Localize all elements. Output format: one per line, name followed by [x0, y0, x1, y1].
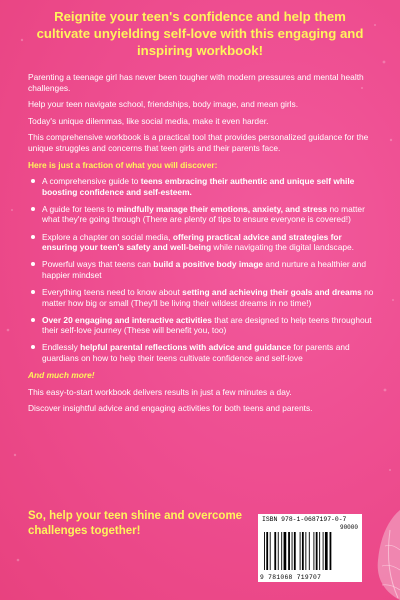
intro-paragraph: This comprehensive workbook is a practical tool that provides personalized guidance for the unique struggles and concerns that teen girls and their parents face. [28, 132, 369, 153]
outro-paragraph: Discover insightful advice and engaging activities for both teens and parents. [28, 403, 313, 414]
isbn-number: ISBN 978-1-0687197-0-7 [262, 516, 347, 523]
list-item: Over 20 engaging and interactive activities that are designed to help teens throughout their self-love journey (These will benefit you, too) [28, 315, 374, 336]
list-heading: Here is just a fraction of what you will discover: [28, 159, 218, 170]
outro-paragraph: This easy-to-start workbook delivers results in just a few minutes a day. [28, 386, 292, 397]
barcode-bar [288, 532, 290, 570]
barcode-bar [264, 532, 265, 570]
intro-paragraph: Today's unique dilemmas, like social media, make it even harder. [28, 115, 269, 126]
description [28, 72, 374, 420]
barcode-bar [278, 532, 279, 570]
isbn-barcode [258, 514, 362, 582]
list-item: A comprehensive guide to teens embracing their authentic and unique self while boosting confidence and self-esteem. [28, 176, 374, 197]
price-code: 90000 [339, 524, 358, 531]
intro-paragraph: Help your teen navigate school, friendships, body image, and mean girls. [28, 99, 299, 110]
list-item: Explore a chapter on social media, offering practical advice and strategies for ensuring your teen's safety and well-being while navigating the digital landscape. [28, 232, 374, 253]
closing-tagline: So, help your teen shine and overcome challenges together! [28, 510, 243, 537]
barcode-bar [281, 532, 282, 570]
barcode-bar [294, 532, 296, 570]
barcode-bar [266, 532, 268, 570]
barcode-digits: 9 781068 719707 [260, 574, 322, 581]
headline: Reignite your teen's confidence and help them cultivate unyielding self-love with this engaging and inspiring workbook! [36, 9, 364, 58]
barcode-bar [300, 532, 301, 570]
list-item: Everything teens need to know about setting and achieving their goals and dreams no matter how big or small (They'll be living their wildest dreams in no time!) [28, 287, 374, 308]
barcode-bar [292, 532, 293, 570]
barcode-bar [274, 532, 276, 570]
barcode-bar [305, 532, 306, 570]
barcode-bar [302, 532, 304, 570]
barcode-bar [313, 532, 314, 570]
barcode-bar [323, 532, 324, 570]
feature-list [28, 176, 374, 363]
intro-paragraph: Parenting a teenage girl has never been tougher with modern pressures and mental health challenges. [28, 72, 364, 93]
barcode-bar [319, 532, 320, 570]
list-item: Powerful ways that teens can build a positive body image and nurture a healthier and happier mindset [28, 259, 374, 280]
barcode-bar [325, 532, 328, 570]
barcode-bar [309, 532, 310, 570]
list-item: A guide for teens to mindfully manage their emotions, anxiety, and stress no matter what they're going through (There are plenty of tips to ensure everyone is covered!) [28, 204, 374, 225]
barcode-bar [284, 532, 287, 570]
barcode-bar [316, 532, 318, 570]
and-much-more: And much more! [28, 369, 95, 380]
barcode-bar [270, 532, 271, 570]
list-item: Endlessly helpful parental reflections with advice and guidance for parents and guardians on how to help their teens cultivate confidence and self-love [28, 342, 374, 363]
barcode-bar [330, 532, 332, 570]
barcode-bars [262, 532, 358, 570]
